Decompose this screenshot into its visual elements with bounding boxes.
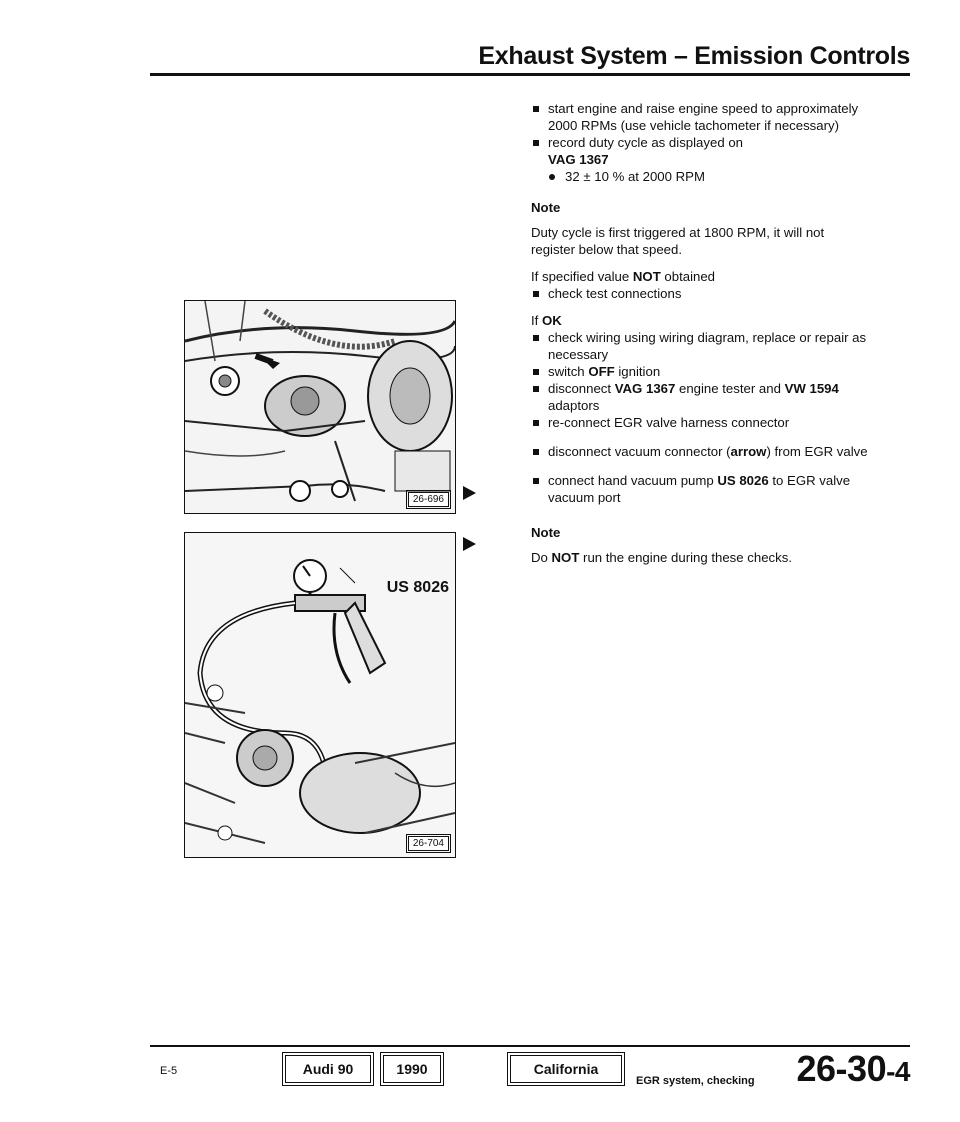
header-rule (150, 73, 910, 76)
step-disconnect-vacuum: disconnect vacuum connector (arrow) from EGR valve (531, 443, 871, 460)
step-check-wiring: check wiring using wiring diagram, replace or repair as necessary (531, 329, 871, 363)
page-title: Exhaust System – Emission Controls (478, 42, 910, 70)
section-label: EGR system, checking (636, 1075, 755, 1087)
step-arrow-icon (463, 537, 476, 551)
note-text: Duty cycle is first triggered at 1800 RPM, it will not register below that speed. (531, 225, 825, 257)
model-badge: Audi 90 (285, 1055, 371, 1083)
year-badge: 1990 (383, 1055, 441, 1083)
note-text: Do NOT run the engine during these checks. (531, 550, 792, 565)
spec-value: 32 ± 10 % at 2000 RPM (531, 168, 871, 185)
step-switch-off: switch OFF ignition (531, 363, 871, 380)
note-heading: Note (531, 200, 561, 215)
if-not-obtained: If specified value NOT obtained (531, 269, 716, 284)
note-heading: Note (531, 525, 561, 540)
figure-hand-vacuum-pump (184, 532, 456, 858)
step-check-connections: check test connections (531, 285, 871, 302)
figure-label: 26-704 (408, 836, 449, 851)
step-start-engine: start engine and raise engine speed to approximately 2000 RPMs (use vehicle tachometer if necessary) (531, 100, 871, 134)
step-disconnect-tester: disconnect VAG 1367 engine tester and VW 1594 adaptors (531, 380, 871, 414)
figure-label: 26-696 (408, 492, 449, 507)
step-record-duty-cycle: record duty cycle as displayed on VAG 1367 (531, 134, 871, 168)
tool-callout: US 8026 (386, 579, 449, 596)
step-reconnect-harness: re-connect EGR valve harness connector (531, 414, 871, 431)
step-arrow-icon (463, 486, 476, 500)
if-ok: If OK (531, 313, 562, 328)
footer-rule (150, 1045, 910, 1047)
footer-page-ref: E-5 (160, 1065, 178, 1077)
page-code: 26-30-4 (796, 1048, 910, 1089)
figure-egr-vacuum-connector (184, 300, 456, 514)
region-badge: California (510, 1055, 622, 1083)
engine-illustration-1 (185, 301, 455, 513)
instructions (531, 100, 871, 576)
step-connect-pump: connect hand vacuum pump US 8026 to EGR valve vacuum port (531, 472, 871, 506)
